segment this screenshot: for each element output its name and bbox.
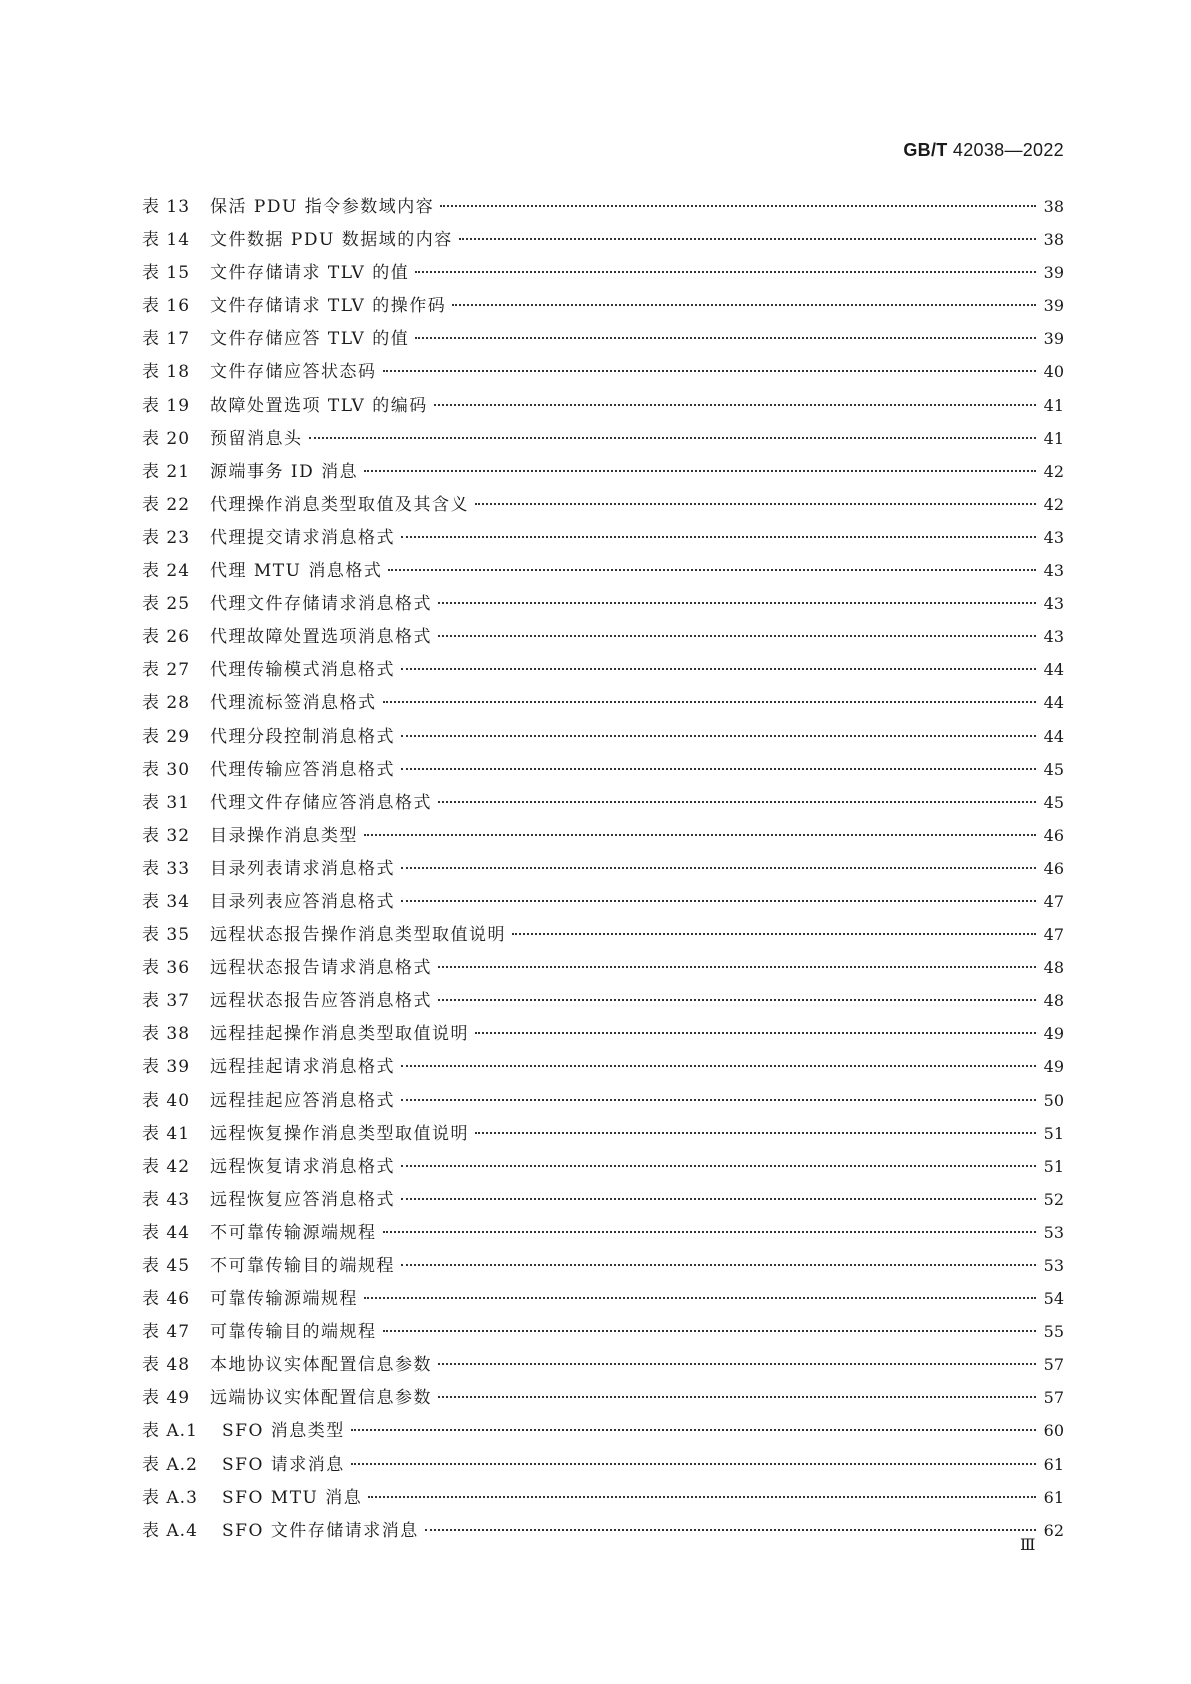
- toc-entry[interactable]: [142, 622, 1064, 655]
- toc-entry-title: 不可靠传输源端规程: [210, 1222, 377, 1243]
- toc-entry-number: 表 18: [142, 362, 191, 383]
- toc-entry[interactable]: [142, 688, 1064, 721]
- toc-entry[interactable]: [142, 1317, 1064, 1350]
- toc-entry-page: 53: [1043, 1256, 1064, 1275]
- toc-entry-number: 表 26: [142, 627, 191, 648]
- toc-entry-title: SFO 文件存储请求消息: [222, 1520, 419, 1541]
- toc-entry-page: 51: [1043, 1123, 1064, 1143]
- toc-entry[interactable]: [142, 755, 1064, 788]
- toc-entry-title: 远程状态报告应答消息格式: [210, 991, 432, 1012]
- toc-entry-page: 61: [1043, 1454, 1064, 1474]
- toc-entry-title: 可靠传输源端规程: [210, 1289, 358, 1310]
- toc-entry-title: 代理故障处置选项消息格式: [210, 627, 432, 648]
- toc-entry-number: 表 43: [142, 1189, 191, 1210]
- toc-entry[interactable]: [142, 1152, 1064, 1185]
- toc-entry[interactable]: [142, 1383, 1064, 1416]
- toc-entry-page: 42: [1043, 461, 1064, 481]
- toc-entry-title: SFO MTU 消息: [222, 1487, 363, 1508]
- toc-entry[interactable]: [142, 225, 1064, 258]
- toc-entry-page: 57: [1043, 1355, 1064, 1375]
- toc-entry[interactable]: [142, 324, 1064, 357]
- toc-entry-page: 50: [1043, 1090, 1064, 1110]
- toc-entry-title: SFO 消息类型: [222, 1421, 345, 1442]
- dot-leader: [383, 1231, 1037, 1233]
- dot-leader: [438, 1363, 1036, 1365]
- toc-entry[interactable]: [142, 1019, 1064, 1052]
- toc-entry-number: 表 38: [142, 1024, 191, 1045]
- toc-entry-title: 代理分段控制消息格式: [210, 726, 395, 747]
- toc-entry-page: 44: [1043, 693, 1064, 713]
- toc-entry[interactable]: [142, 1052, 1064, 1085]
- toc-entry-number: 表 32: [142, 825, 191, 846]
- toc-entry-page: 42: [1043, 494, 1064, 514]
- toc-entry-number: 表 41: [142, 1123, 191, 1144]
- toc-entry-page: 48: [1043, 991, 1064, 1011]
- toc-entry-number: 表 14: [142, 230, 191, 251]
- toc-entry-page: 60: [1043, 1421, 1064, 1441]
- toc-entry-title: 代理传输模式消息格式: [210, 660, 395, 681]
- toc-entry-page: 43: [1043, 594, 1064, 614]
- toc-entry[interactable]: [142, 1251, 1064, 1284]
- toc-entry[interactable]: [142, 821, 1064, 854]
- toc-entry-page: 43: [1043, 561, 1064, 581]
- dot-leader: [440, 205, 1036, 207]
- dot-leader: [401, 867, 1036, 869]
- toc-entry-number: 表 21: [142, 461, 191, 482]
- toc-entry-page: 47: [1043, 891, 1064, 911]
- toc-entry-title: 代理流标签消息格式: [210, 693, 377, 714]
- dot-leader: [438, 999, 1036, 1001]
- dot-leader: [438, 966, 1036, 968]
- toc-entry[interactable]: [142, 258, 1064, 291]
- toc-entry-page: 48: [1043, 958, 1064, 978]
- toc-entry-title: 远程恢复应答消息格式: [210, 1189, 395, 1210]
- toc-entry-number: 表 34: [142, 891, 191, 912]
- toc-entry-title: 文件存储应答状态码: [210, 362, 377, 383]
- dot-leader: [475, 1132, 1036, 1134]
- toc-entry-number: 表 48: [142, 1355, 191, 1376]
- standard-code: GB/T: [903, 140, 948, 160]
- standard-number: 42038—2022: [952, 140, 1064, 160]
- toc-entry-page: 54: [1043, 1289, 1064, 1309]
- toc-entry-number: 表 31: [142, 792, 191, 813]
- dot-leader: [401, 1264, 1036, 1266]
- toc-entry-page: 38: [1043, 197, 1064, 216]
- toc-entry-number: 表 23: [142, 527, 191, 548]
- dot-leader: [368, 1496, 1036, 1498]
- dot-leader: [401, 768, 1036, 770]
- dot-leader: [401, 900, 1036, 902]
- toc-entry-title: 远程挂起应答消息格式: [210, 1090, 395, 1111]
- toc-entry-title: 不可靠传输目的端规程: [210, 1256, 395, 1276]
- dot-leader: [425, 1529, 1036, 1531]
- toc-entry-page: 41: [1043, 395, 1064, 415]
- toc-entry[interactable]: [142, 424, 1064, 457]
- toc-entry-title: 可靠传输目的端规程: [210, 1322, 377, 1343]
- dot-leader: [388, 569, 1036, 571]
- toc-entry[interactable]: [142, 1450, 1064, 1483]
- toc-entry-title: 远程恢复请求消息格式: [210, 1156, 395, 1177]
- toc-entry-title: 远端协议实体配置信息参数: [210, 1388, 432, 1409]
- toc-entry-number: 表 36: [142, 958, 191, 979]
- toc-entry[interactable]: [142, 1416, 1064, 1449]
- toc-entry[interactable]: [142, 357, 1064, 390]
- toc-entry[interactable]: [142, 1185, 1064, 1218]
- toc-entry-page: 49: [1043, 1057, 1064, 1077]
- toc-entry-title: 远程状态报告操作消息类型取值说明: [210, 925, 506, 946]
- dot-leader: [438, 602, 1036, 604]
- toc-entry-number: 表 17: [142, 329, 191, 350]
- toc-entry[interactable]: [142, 788, 1064, 821]
- toc-entry-number: 表 49: [142, 1388, 191, 1409]
- toc-entry[interactable]: [142, 556, 1064, 589]
- dot-leader: [383, 701, 1037, 703]
- toc-entry-title: 文件数据 PDU 数据域的内容: [210, 230, 453, 251]
- toc-entry[interactable]: [142, 953, 1064, 986]
- dot-leader: [401, 1198, 1036, 1200]
- toc-entry-page: 51: [1043, 1156, 1064, 1176]
- toc-entry[interactable]: [142, 1350, 1064, 1383]
- dot-leader: [512, 933, 1036, 935]
- toc-entry-title: 目录列表请求消息格式: [210, 858, 395, 879]
- toc-entry-number: 表 22: [142, 494, 191, 515]
- dot-leader: [351, 1463, 1036, 1465]
- toc-entry-number: 表 25: [142, 594, 191, 615]
- toc-entry-number: 表 45: [142, 1256, 191, 1276]
- toc-entry[interactable]: [142, 589, 1064, 622]
- toc-entry-title: SFO 请求消息: [222, 1454, 345, 1475]
- toc-entry-number: 表 40: [142, 1090, 191, 1111]
- toc-entry-number: 表 13: [142, 197, 191, 217]
- toc-entry-title: 目录列表应答消息格式: [210, 891, 395, 912]
- toc-entry-title: 远程恢复操作消息类型取值说明: [210, 1123, 469, 1144]
- dot-leader: [401, 1099, 1036, 1101]
- toc-entry-title: 文件存储请求 TLV 的操作码: [210, 296, 447, 317]
- toc-entry-page: 61: [1043, 1487, 1064, 1507]
- dot-leader: [309, 437, 1037, 439]
- toc-entry-title: 文件存储应答 TLV 的值: [210, 329, 410, 350]
- toc-entry-number: 表 42: [142, 1156, 191, 1177]
- dot-leader: [401, 1065, 1036, 1067]
- toc-entry-page: 49: [1043, 1024, 1064, 1044]
- dot-leader: [364, 834, 1036, 836]
- toc-entry-number: 表 30: [142, 759, 191, 780]
- dot-leader: [401, 735, 1036, 737]
- toc-entry[interactable]: [142, 1119, 1064, 1152]
- toc-entry-page: 43: [1043, 527, 1064, 547]
- dot-leader: [364, 1297, 1036, 1299]
- toc-entry-page: 45: [1043, 759, 1064, 779]
- toc-entry-title: 远程挂起操作消息类型取值说明: [210, 1024, 469, 1045]
- dot-leader: [415, 271, 1036, 273]
- page-number: Ⅲ: [1020, 1535, 1035, 1554]
- toc-entry[interactable]: [142, 1218, 1064, 1251]
- toc-entry-number: 表 46: [142, 1289, 191, 1310]
- dot-leader: [401, 1165, 1036, 1167]
- toc-entry-page: 44: [1043, 660, 1064, 680]
- toc-entry[interactable]: [142, 391, 1064, 424]
- toc-entry-number: 表 39: [142, 1057, 191, 1078]
- toc-entry-title: 目录操作消息类型: [210, 825, 358, 846]
- toc-entry[interactable]: [142, 1086, 1064, 1119]
- toc-entry-page: 62: [1043, 1520, 1064, 1540]
- toc-entry-number: 表 27: [142, 660, 191, 681]
- standard-header: [903, 140, 1064, 161]
- toc-entry-number: 表 A.4: [142, 1520, 198, 1541]
- toc-entry-number: 表 44: [142, 1222, 191, 1243]
- toc-entry-page: 38: [1043, 230, 1064, 250]
- toc-entry-number: 表 35: [142, 925, 191, 946]
- dot-leader: [415, 337, 1036, 339]
- toc-entry-page: 47: [1043, 925, 1064, 945]
- toc-entry-number: 表 33: [142, 858, 191, 879]
- toc-entry-title: 本地协议实体配置信息参数: [210, 1355, 432, 1376]
- toc-entry-title: 代理文件存储应答消息格式: [210, 792, 432, 813]
- toc-entry[interactable]: [142, 490, 1064, 523]
- toc-entry-page: 40: [1043, 362, 1064, 382]
- dot-leader: [383, 1330, 1037, 1332]
- dot-leader: [401, 668, 1036, 670]
- dot-leader: [438, 635, 1036, 637]
- toc-entry-title: 代理提交请求消息格式: [210, 527, 395, 548]
- dot-leader: [383, 370, 1037, 372]
- toc-entry-title: 代理操作消息类型取值及其含义: [210, 494, 469, 515]
- toc-entry-title: 代理 MTU 消息格式: [210, 561, 383, 582]
- toc-entry-number: 表 A.3: [142, 1487, 198, 1508]
- dot-leader: [364, 470, 1036, 472]
- toc-entry-number: 表 28: [142, 693, 191, 714]
- dot-leader: [475, 1032, 1036, 1034]
- toc-entry-title: 代理文件存储请求消息格式: [210, 594, 432, 615]
- toc-entry[interactable]: [142, 1516, 1064, 1549]
- toc-entry-page: 52: [1043, 1189, 1064, 1209]
- dot-leader: [459, 238, 1036, 240]
- toc-entry-title: 源端事务 ID 消息: [210, 461, 359, 482]
- toc-entry-number: 表 19: [142, 395, 191, 416]
- toc-entry-title: 远程挂起请求消息格式: [210, 1057, 395, 1078]
- toc-entry[interactable]: [142, 986, 1064, 1019]
- toc-entry-number: 表 24: [142, 561, 191, 582]
- toc-entry-page: 44: [1043, 726, 1064, 746]
- toc-entry[interactable]: [142, 1483, 1064, 1516]
- toc-entry[interactable]: [142, 523, 1064, 556]
- toc-entry-page: 41: [1043, 428, 1064, 448]
- toc-entry-number: 表 A.1: [142, 1421, 198, 1442]
- dot-leader: [401, 536, 1036, 538]
- toc-entry-number: 表 A.2: [142, 1454, 198, 1475]
- toc-entry-page: 39: [1043, 263, 1064, 283]
- dot-leader: [452, 304, 1036, 306]
- toc-entry[interactable]: [142, 887, 1064, 920]
- toc-entry-title: 故障处置选项 TLV 的编码: [210, 395, 428, 416]
- toc-entry-page: 43: [1043, 627, 1064, 647]
- toc-entry-number: 表 15: [142, 263, 191, 284]
- toc-entry[interactable]: [142, 655, 1064, 688]
- toc-entry-page: 46: [1043, 825, 1064, 845]
- toc-entry-title: 保活 PDU 指令参数域内容: [210, 197, 435, 217]
- dot-leader: [475, 503, 1036, 505]
- toc-entry-title: 预留消息头: [210, 428, 303, 449]
- table-of-tables: [142, 192, 1064, 1549]
- toc-entry[interactable]: [142, 457, 1064, 490]
- toc-entry-title: 文件存储请求 TLV 的值: [210, 263, 410, 284]
- toc-entry[interactable]: [142, 192, 1064, 225]
- toc-entry-number: 表 47: [142, 1322, 191, 1343]
- dot-leader: [438, 1396, 1036, 1398]
- toc-entry-number: 表 29: [142, 726, 191, 747]
- toc-entry-page: 45: [1043, 792, 1064, 812]
- toc-entry-title: 远程状态报告请求消息格式: [210, 958, 432, 979]
- toc-entry[interactable]: [142, 291, 1064, 324]
- toc-entry-number: 表 20: [142, 428, 191, 449]
- toc-entry-title: 代理传输应答消息格式: [210, 759, 395, 780]
- toc-entry[interactable]: [142, 854, 1064, 887]
- toc-entry-page: 57: [1043, 1388, 1064, 1408]
- toc-entry[interactable]: [142, 722, 1064, 755]
- toc-entry[interactable]: [142, 1284, 1064, 1317]
- toc-entry-page: 46: [1043, 858, 1064, 878]
- toc-entry[interactable]: [142, 920, 1064, 953]
- dot-leader: [351, 1429, 1036, 1431]
- toc-entry-number: 表 37: [142, 991, 191, 1012]
- toc-entry-page: 55: [1043, 1322, 1064, 1342]
- toc-entry-page: 53: [1043, 1222, 1064, 1242]
- toc-entry-page: 39: [1043, 329, 1064, 349]
- dot-leader: [434, 404, 1036, 406]
- dot-leader: [438, 801, 1036, 803]
- toc-entry-number: 表 16: [142, 296, 191, 317]
- toc-entry-page: 39: [1043, 296, 1064, 316]
